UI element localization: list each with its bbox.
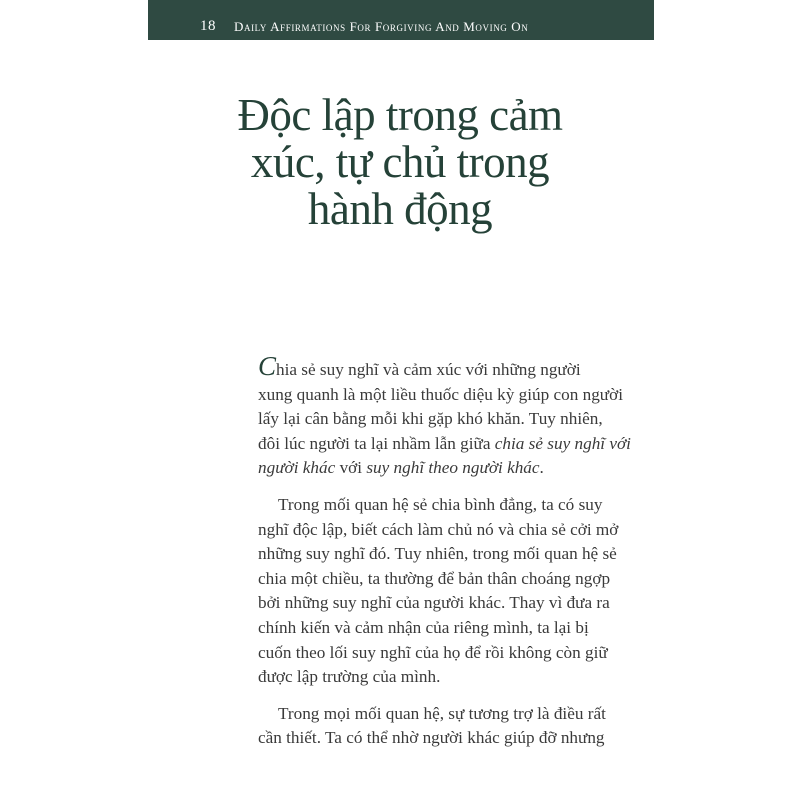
- page-number: 18: [200, 18, 216, 34]
- chapter-title-line: hành động: [307, 184, 493, 234]
- paragraph-1: [258, 351, 631, 481]
- text-line: Trong mọi mối quan hệ, sự tương trợ là điều rất: [278, 703, 606, 723]
- text-line: [258, 351, 581, 383]
- paragraph-3: [258, 702, 606, 751]
- text-line: cuốn theo lối suy nghĩ của họ để rồi không còn giữ: [258, 642, 608, 662]
- text-line: bởi những suy nghĩ của người khác. Thay vì đưa ra: [258, 593, 610, 613]
- running-title: Daily Affirmations For Forgiving And Moving On: [234, 19, 529, 34]
- chapter-title-line: xúc, tự chủ trong: [250, 137, 550, 187]
- text-line: [258, 432, 631, 457]
- text-line: chia một chiều, ta thường để bản thân choáng ngợp: [258, 568, 611, 588]
- text-fragment: .: [539, 458, 544, 478]
- text-line: cần thiết. Ta có thể nhờ người khác giúp đỡ nhưng: [258, 728, 605, 748]
- text-fragment: đôi lúc người ta lại nhầm lẫn giữa: [258, 433, 495, 453]
- text-line: những suy nghĩ đó. Tuy nhiên, trong mối quan hệ sẻ: [258, 544, 617, 564]
- italic-phrase: chia sẻ suy nghĩ với: [494, 433, 631, 453]
- text-line: lấy lại cân bằng mỗi khi gặp khó khăn. Tuy nhiên,: [258, 409, 603, 429]
- text-line: nghĩ độc lập, biết cách làm chủ nó và chia sẻ cởi mở: [258, 519, 619, 539]
- italic-phrase: suy nghĩ theo người khác: [366, 458, 540, 478]
- paragraph-2: [258, 493, 619, 690]
- body-text: [258, 351, 631, 763]
- text-line: [258, 456, 576, 481]
- italic-phrase: người khác: [258, 458, 336, 478]
- text-line: chính kiến và cảm nhận của riêng mình, ta lại bị: [258, 617, 589, 637]
- text-line: Trong mối quan hệ sẻ chia bình đẳng, ta có suy: [278, 494, 603, 514]
- text-line: xung quanh là một liều thuốc diệu kỳ giúp con người: [258, 384, 623, 404]
- running-header: [148, 0, 654, 40]
- chapter-title: [150, 92, 650, 233]
- text-line: được lập trường của mình.: [258, 667, 441, 687]
- text-fragment: với: [335, 458, 367, 478]
- drop-cap: C: [258, 351, 277, 381]
- text-fragment: hia sẻ suy nghĩ và cảm xúc với những người: [276, 360, 581, 379]
- chapter-title-line: Độc lập trong cảm: [237, 90, 563, 140]
